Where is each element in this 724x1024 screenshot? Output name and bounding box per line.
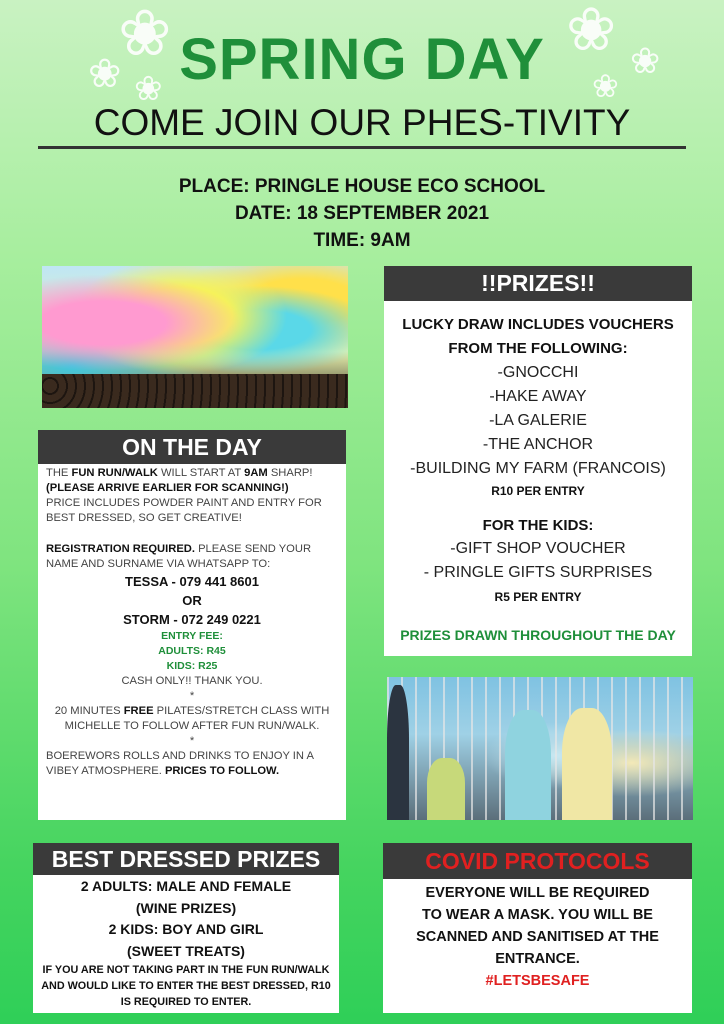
- page-title: SPRING DAY: [179, 27, 545, 92]
- covid-hashtag: #LETSBESAFE: [485, 973, 590, 989]
- page-subtitle: COME JOIN OUR PHES-TIVITY: [93, 102, 631, 143]
- list-item: -HAKE AWAY: [489, 388, 587, 405]
- or-text: OR: [182, 593, 202, 608]
- entry-fee-label: ENTRY FEE:: [161, 630, 223, 642]
- flower-icon: ❀: [118, 0, 172, 71]
- flower-icon: ❀: [88, 51, 122, 97]
- kids-entry-price: R5 PER ENTRY: [494, 590, 582, 604]
- pilates-text: 20 MINUTES FREE PILATES/STRETCH CLASS WITH MICHELLE TO FOLLOW AFTER FUN RUN/WALK.: [54, 705, 330, 732]
- flower-icon: ❀: [566, 0, 617, 65]
- list-item: -BUILDING MY FARM (FRANCOIS): [410, 460, 666, 477]
- flower-icon: ❀: [134, 69, 163, 109]
- covid-text: EVERYONE WILL BE REQUIRED TO WEAR A MASK. YOU WILL BE SCANNED AND SANITISED AT THE ENTRANCE.: [416, 885, 659, 967]
- kids-heading: FOR THE KIDS:: [482, 517, 594, 534]
- sweet-treats: (SWEET TREATS): [127, 942, 245, 959]
- entry-fee-kids: KIDS: R25: [166, 660, 218, 672]
- event-date: DATE: 18 SEPTEMBER 2021: [234, 203, 490, 224]
- wine-prizes: (WINE PRIZES): [135, 899, 237, 916]
- separator-star: *: [189, 690, 195, 702]
- price-includes-text: PRICE INCLUDES POWDER PAINT AND ENTRY FOR BEST DRESSED, SO GET CREATIVE!: [46, 497, 322, 524]
- covid-heading: COVID PROTOCOLS: [383, 843, 692, 879]
- list-item: -GNOCCHI: [497, 364, 579, 381]
- entry-price: R10 PER ENTRY: [491, 484, 585, 498]
- flower-icon: ❀: [592, 67, 619, 105]
- list-item: - PRINGLE GIFTS SURPRISES: [423, 564, 653, 581]
- boerewors-text: BOEREWORS ROLLS AND DRINKS TO ENJOY IN A VIBEY ATMOSPHERE. PRICES TO FOLLOW.: [46, 750, 314, 777]
- lucky-draw-text: LUCKY DRAW INCLUDES VOUCHERS FROM THE FOLLOWING:: [402, 316, 674, 357]
- runners-photo: [387, 677, 693, 820]
- voucher-list: [384, 361, 692, 481]
- divider: [38, 146, 686, 149]
- on-the-day-heading: ON THE DAY: [38, 430, 346, 464]
- event-place: PLACE: PRINGLE HOUSE ECO SCHOOL: [178, 176, 546, 197]
- prizes-heading: !!PRIZES!!: [384, 266, 692, 301]
- registration-text: REGISTRATION REQUIRED. PLEASE SEND YOUR NAME AND SURNAME VIA WHATSAPP TO:: [46, 543, 312, 570]
- prizes-panel: [384, 266, 692, 656]
- colour-powder-photo: [42, 266, 348, 408]
- contact-storm: STORM - 072 249 0221: [123, 612, 261, 627]
- on-the-day-panel: [38, 430, 346, 820]
- list-item: -GIFT SHOP VOUCHER: [450, 540, 626, 557]
- flower-icon: ❀: [630, 41, 661, 82]
- separator-star: *: [189, 735, 195, 747]
- fun-run-text: THE FUN RUN/WALK WILL START AT 9AM SHARP!: [46, 467, 313, 479]
- event-time: TIME: 9AM: [313, 230, 411, 251]
- prizes-drawn-text: PRIZES DRAWN THROUGHOUT THE DAY: [400, 627, 676, 643]
- best-dressed-panel: [33, 843, 339, 1013]
- best-dressed-note: IF YOU ARE NOT TAKING PART IN THE FUN RUN/WALK AND WOULD LIKE TO ENTER THE BEST DRESSED, R10 IS REQUIRED TO ENTER.: [41, 964, 331, 1008]
- contact-tessa: TESSA - 079 441 8601: [125, 574, 259, 589]
- list-item: -LA GALERIE: [489, 412, 587, 429]
- arrive-early-text: (PLEASE ARRIVE EARLIER FOR SCANNING!): [46, 482, 289, 494]
- kids-prize: 2 KIDS: BOY AND GIRL: [108, 921, 264, 937]
- adults-prize: 2 ADULTS: MALE AND FEMALE: [80, 878, 292, 894]
- list-item: -THE ANCHOR: [482, 436, 594, 453]
- cash-only-text: CASH ONLY!! THANK YOU.: [121, 675, 263, 687]
- entry-fee-adults: ADULTS: R45: [158, 645, 226, 657]
- covid-panel: [383, 843, 692, 1013]
- kids-prize-list: [384, 537, 692, 585]
- best-dressed-heading: BEST DRESSED PRIZES: [33, 843, 339, 875]
